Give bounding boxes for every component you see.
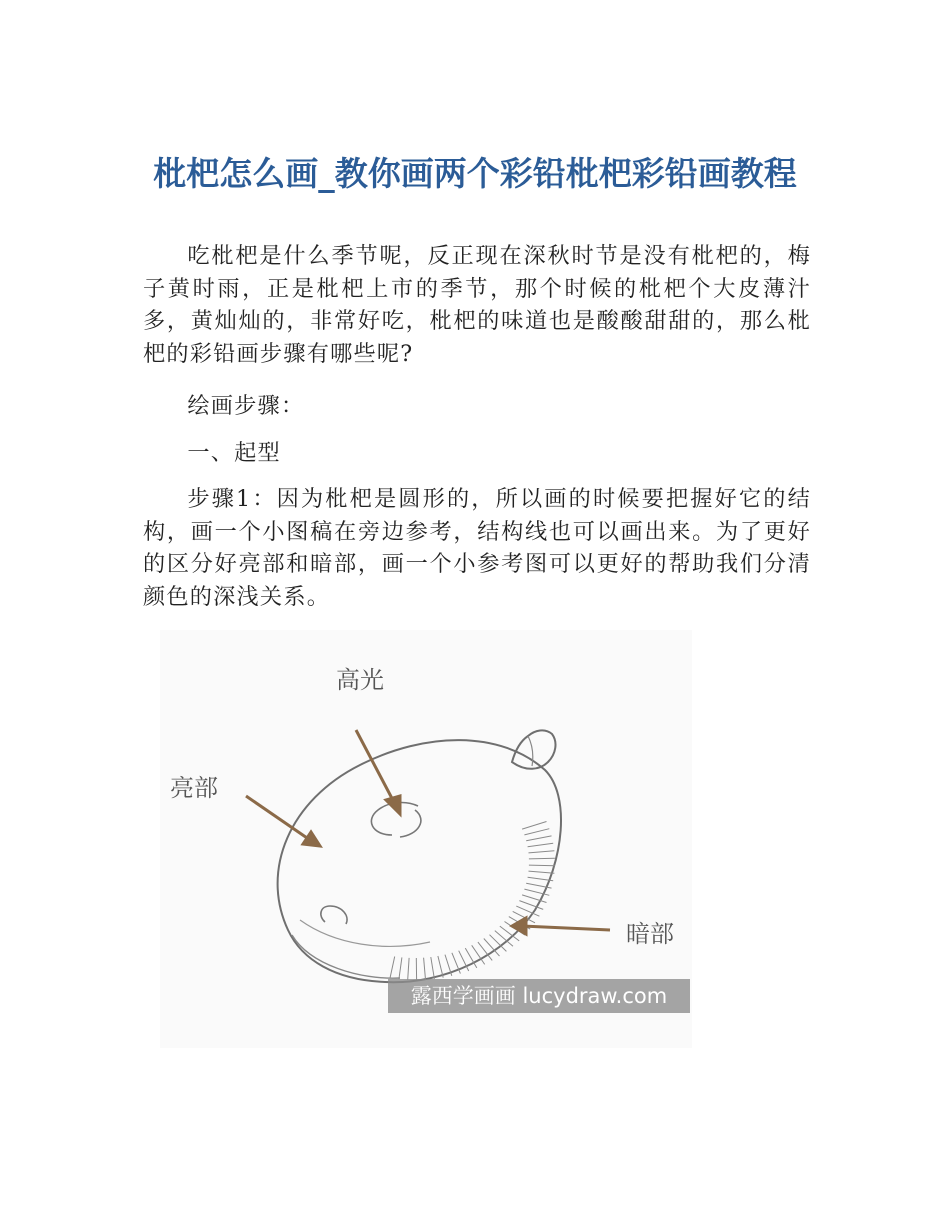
- site-watermark: 露西学画画 lucydraw.com: [388, 979, 690, 1013]
- shading-hatch: [529, 865, 555, 866]
- section-heading: 一、起型: [187, 440, 281, 466]
- shading-hatch: [529, 858, 555, 859]
- step1-paragraph: 步骤1：因为枇杷是圆形的，所以画的时候要把握好它的结构，画一个小图稿在旁边参考，结构线也可以画出来。为了更好的区分好亮部和暗部，画一个小参考图可以更好的帮助我们分清颜色的深浅关系。: [143, 486, 811, 610]
- dark-area-label: 暗部: [626, 920, 674, 948]
- highlight-label: 高光: [336, 666, 384, 694]
- bright-area-label: 亮部: [170, 774, 218, 802]
- page-title: 枇杷怎么画_教你画两个彩铅枇杷彩铅画教程: [153, 154, 797, 193]
- intro-paragraph: 吃枇杷是什么季节呢，反正现在深秋时节是没有枇杷的，梅子黄时雨，正是枇杷上市的季节，那个时候的枇杷个大皮薄汁多，黄灿灿的，非常好吃，枇杷的味道也是酸酸甜甜的，那么枇杷的彩铅画步骤有哪些呢?: [143, 243, 811, 367]
- steps-heading: 绘画步骤：: [187, 393, 305, 419]
- loquat-sketch-figure: [160, 630, 692, 1048]
